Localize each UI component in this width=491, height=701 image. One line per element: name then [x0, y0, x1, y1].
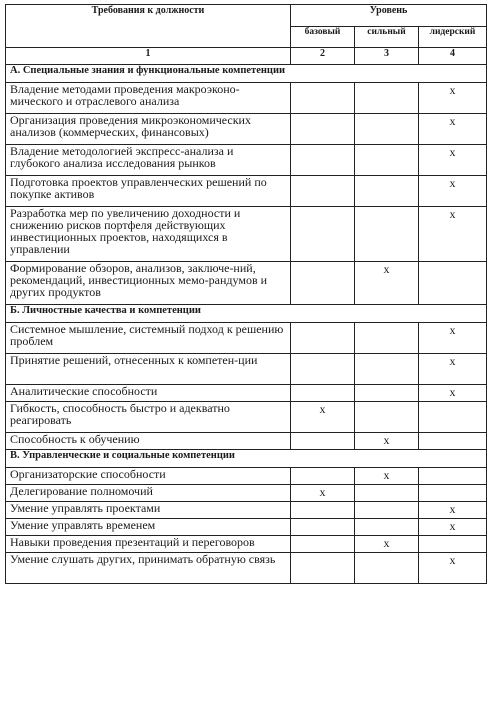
table-row [6, 468, 487, 485]
table-row [6, 114, 487, 145]
column-number: 1 [6, 48, 291, 65]
section-title: А. Специальные знания и функциональные компетенции [6, 65, 487, 83]
requirement-text: Гибкость, способность быстро и адекватно реагировать [6, 402, 291, 433]
empty-cell [355, 519, 419, 536]
empty-cell [419, 262, 487, 305]
empty-cell [355, 323, 419, 354]
table-row [6, 402, 487, 433]
level-mark: x [419, 207, 487, 262]
empty-cell [419, 468, 487, 485]
table-row [6, 502, 487, 519]
empty-cell [291, 385, 355, 402]
requirements-table [5, 4, 487, 584]
empty-cell [291, 176, 355, 207]
empty-cell [355, 385, 419, 402]
empty-cell [355, 402, 419, 433]
requirement-text: Формирование обзоров, анализов, заключе-ний, рекомендаций, инвестиционных мемо-рандумов и других продуктов [6, 262, 291, 305]
empty-cell [291, 433, 355, 450]
level-mark: x [291, 485, 355, 502]
empty-cell [355, 354, 419, 385]
level-mark: x [419, 354, 487, 385]
table-row [6, 207, 487, 262]
requirement-text: Владение методологией экспресс-анализа и глубокого анализа исследования рынков [6, 145, 291, 176]
section-row [6, 450, 487, 468]
requirement-text: Умение управлять временем [6, 519, 291, 536]
table-row [6, 553, 487, 584]
requirement-text: Умение управлять проектами [6, 502, 291, 519]
empty-cell [291, 145, 355, 176]
requirement-text: Навыки проведения презентаций и переговоров [6, 536, 291, 553]
table-row [6, 385, 487, 402]
empty-cell [291, 114, 355, 145]
empty-cell [355, 176, 419, 207]
empty-cell [291, 502, 355, 519]
table-row [6, 354, 487, 385]
empty-cell [355, 145, 419, 176]
requirement-text: Владение методами проведения макроэконо-мического и отраслевого анализа [6, 83, 291, 114]
empty-cell [291, 262, 355, 305]
requirement-text: Делегирование полномочий [6, 485, 291, 502]
table-row [6, 262, 487, 305]
level-mark: x [419, 385, 487, 402]
table-row [6, 485, 487, 502]
section-row [6, 305, 487, 323]
empty-cell [291, 323, 355, 354]
level-mark: x [419, 553, 487, 584]
empty-cell [355, 83, 419, 114]
empty-cell [419, 433, 487, 450]
section-title: В. Управленческие и социальные компетенции [6, 450, 487, 468]
empty-cell [355, 553, 419, 584]
empty-cell [355, 485, 419, 502]
table-row [6, 323, 487, 354]
requirement-text: Принятие решений, отнесенных к компетен-ции [6, 354, 291, 385]
table-row [6, 433, 487, 450]
empty-cell [355, 207, 419, 262]
level-basic-header: базовый [291, 26, 355, 48]
column-number: 4 [419, 48, 487, 65]
table-row [6, 519, 487, 536]
requirement-text: Организация проведения микроэкономических анализов (коммерческих, финансовых) [6, 114, 291, 145]
requirement-text: Подготовка проектов управленческих решений по покупке активов [6, 176, 291, 207]
empty-cell [291, 468, 355, 485]
table-row [6, 176, 487, 207]
empty-cell [291, 207, 355, 262]
requirements-header: Требования к должности [6, 5, 291, 48]
empty-cell [355, 114, 419, 145]
requirement-text: Умение слушать других, принимать обратную связь [6, 553, 291, 584]
section-title: Б. Личностные качества и компетенции [6, 305, 487, 323]
requirement-text: Способность к обучению [6, 433, 291, 450]
requirement-text: Системное мышление, системный подход к решению проблем [6, 323, 291, 354]
level-mark: x [419, 176, 487, 207]
requirement-text: Организаторские способности [6, 468, 291, 485]
level-leader-header: лидерский [419, 26, 487, 48]
column-number-row [6, 48, 487, 65]
column-number: 3 [355, 48, 419, 65]
level-mark: x [355, 468, 419, 485]
level-strong-header: сильный [355, 26, 419, 48]
empty-cell [419, 402, 487, 433]
empty-cell [419, 485, 487, 502]
level-mark: x [419, 83, 487, 114]
empty-cell [355, 502, 419, 519]
table-header [6, 5, 487, 65]
level-mark: x [291, 402, 355, 433]
level-mark: x [419, 145, 487, 176]
table-row [6, 536, 487, 553]
level-mark: x [419, 502, 487, 519]
level-mark: x [355, 262, 419, 305]
level-mark: x [419, 323, 487, 354]
level-mark: x [419, 114, 487, 145]
level-mark: x [355, 536, 419, 553]
table-body [6, 65, 487, 584]
level-mark: x [355, 433, 419, 450]
empty-cell [291, 536, 355, 553]
column-number: 2 [291, 48, 355, 65]
requirement-text: Разработка мер по увеличению доходности и снижению рисков портфеля действующих инвестиционных проектов, находящихся в управлении [6, 207, 291, 262]
empty-cell [291, 519, 355, 536]
empty-cell [291, 553, 355, 584]
level-header: Уровень [291, 5, 487, 27]
level-mark: x [419, 519, 487, 536]
empty-cell [291, 83, 355, 114]
section-row [6, 65, 487, 83]
table-row [6, 145, 487, 176]
requirement-text: Аналитические способности [6, 385, 291, 402]
empty-cell [291, 354, 355, 385]
table-row [6, 83, 487, 114]
empty-cell [419, 536, 487, 553]
